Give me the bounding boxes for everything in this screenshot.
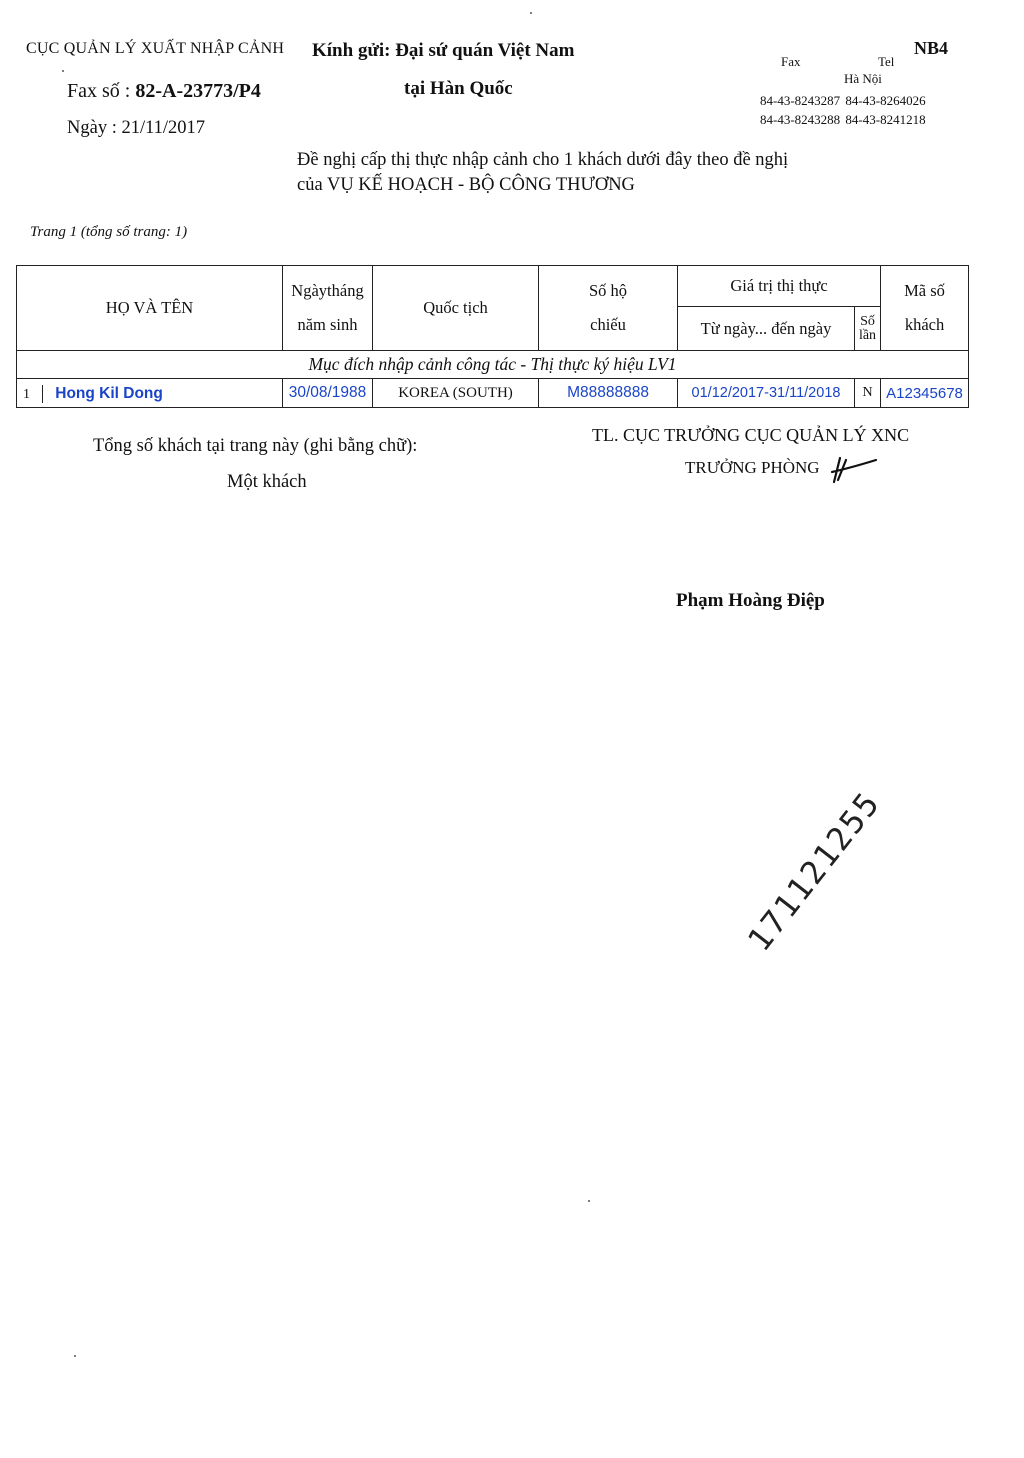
- guest-visa-dates: 01/12/2017-31/11/2018: [678, 379, 855, 408]
- guest-dob: 30/08/1988: [283, 379, 373, 408]
- fax-number: 82-A-23773/P4: [135, 80, 261, 102]
- recipient-line-1: Kính gửi: Đại sứ quán Việt Nam: [312, 40, 575, 61]
- header-entries: [855, 307, 881, 351]
- authority-line-2: TRƯỞNG PHÒNG: [685, 458, 820, 477]
- scan-speck: [588, 1200, 590, 1202]
- row-index: 1: [23, 386, 30, 402]
- contact-city: Hà Nội: [844, 71, 882, 86]
- authority-line-1: TL. CỤC TRƯỞNG CỤC QUẢN LÝ XNC: [592, 425, 910, 445]
- table-row: [17, 379, 969, 408]
- guest-name: Hong Kil Dong: [55, 384, 163, 402]
- header-name: HỌ VÀ TÊN: [17, 266, 283, 351]
- table-header-row-1: [17, 266, 969, 307]
- request-line-2: của VỤ KẾ HOẠCH - BỘ CÔNG THƯƠNG: [297, 175, 635, 195]
- index-divider: [42, 385, 43, 403]
- header-guest-code-line-2: khách: [904, 315, 945, 334]
- header-passport-line-1: Số hộ: [588, 281, 628, 300]
- request-text: [297, 148, 788, 198]
- fax-label: Fax số :: [67, 80, 136, 102]
- header-dob-line-1: Ngàytháng: [291, 281, 364, 300]
- guest-table-wrapper: [16, 265, 968, 408]
- header-dob: [283, 266, 373, 351]
- signer-name: Phạm Hoàng Điệp: [676, 590, 825, 611]
- guest-nationality: KOREA (SOUTH): [373, 379, 539, 408]
- page-info: Trang 1 (tổng số trang: 1): [30, 224, 188, 240]
- header-dob-line-2: năm sinh: [297, 315, 358, 334]
- request-line-1: Đề nghị cấp thị thực nhập cảnh cho 1 khách dưới đây theo đề nghị: [297, 150, 789, 170]
- received-stamp-number: 171121255: [740, 784, 888, 959]
- form-code: NB4: [914, 38, 949, 58]
- header-passport-line-2: chiếu: [590, 315, 626, 334]
- header-guest-code-line-1: Mã số: [904, 281, 945, 300]
- purpose-row: [17, 351, 969, 379]
- contact-numbers-row-1: 84-43-8243287 84-43-8264026: [760, 93, 926, 108]
- total-guests-label: Tổng số khách tại trang này (ghi bằng chữ):: [93, 436, 418, 456]
- header-entries-line-1: Số: [860, 313, 875, 329]
- document-date: Ngày : 21/11/2017: [67, 118, 206, 138]
- scan-speck: [530, 12, 532, 14]
- fax-number-line: [67, 80, 261, 103]
- purpose-text: Mục đích nhập cảnh công tác - Thị thực ký hiệu LV1: [17, 351, 969, 379]
- agency-name: CỤC QUẢN LÝ XUẤT NHẬP CẢNH: [26, 40, 285, 57]
- header-passport: [539, 266, 678, 351]
- signature-mark-icon: [830, 452, 880, 488]
- contact-numbers-row-2: 84-43-8243288 84-43-8241218: [760, 112, 926, 127]
- scan-speck: [62, 70, 64, 72]
- contact-fax-label: Fax: [781, 54, 801, 69]
- guest-entries: N: [855, 379, 881, 408]
- contact-tel-label: Tel: [878, 54, 895, 69]
- scan-speck: [74, 1355, 76, 1357]
- header-nationality: Quốc tịch: [373, 266, 539, 351]
- guest-passport: M88888888: [539, 379, 678, 408]
- guest-table: [16, 265, 969, 408]
- total-guests-value: Một khách: [227, 472, 307, 492]
- header-entries-line-2: lần: [858, 327, 877, 343]
- recipient-line-2: tại Hàn Quốc: [404, 78, 513, 99]
- guest-code: A12345678: [881, 379, 969, 408]
- header-guest-code: [881, 266, 969, 351]
- header-visa-dates: Từ ngày... đến ngày: [678, 307, 855, 351]
- header-visa-value: Giá trị thị thực: [678, 266, 881, 307]
- guest-name-cell: [17, 379, 283, 408]
